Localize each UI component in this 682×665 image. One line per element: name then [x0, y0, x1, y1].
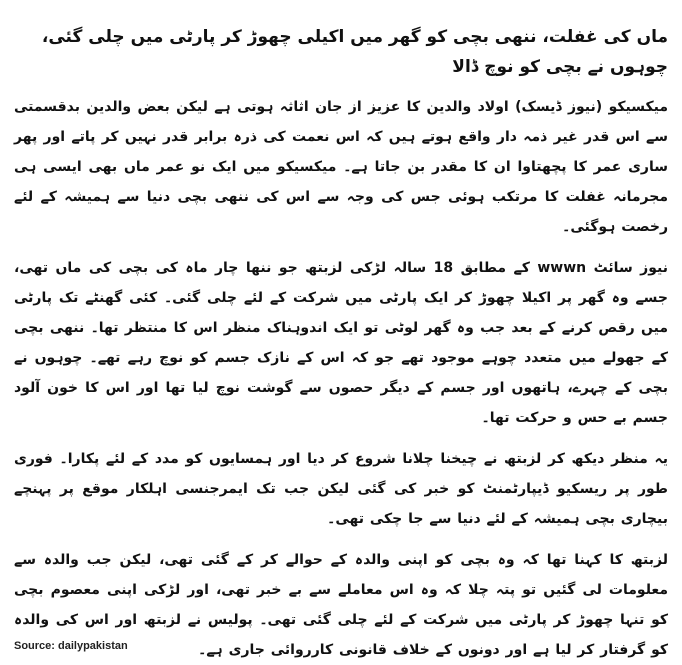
headline: ماں کی غفلت، ننھی بچی کو گھر میں اکیلی چھوڑ کر پارٹی میں چلی گئی، چوہوں نے بچی کو نوچ ڈالا — [41, 27, 668, 77]
paragraph-rescue: یہ منظر دیکھ کر لزبتھ نے چیخنا چلانا شروع کر دیا اور ہمسایوں کو مدد کے لئے پکارا۔ فوری طور پر ریسکیو ڈیپارٹمنٹ کو خبر کی گئی لیکن جب تک ایمرجنسی اہلکار موقع پر پہنچے بیچاری بچی ہمیشہ کے لئے دنیا سے جا چکی تھی۔ — [14, 451, 668, 527]
source-credit: Source: dailypakistan — [14, 640, 128, 652]
paragraph-intro: میکسیکو (نیوز ڈیسک) اولاد والدین کا عزیز از جان اثاثہ ہوتی ہے لیکن بعض والدین بدقسمتی سے اس قدر غیر ذمہ دار واقع ہوتے ہیں کہ اس نعمت کی ذرہ برابر قدر نہیں کر پاتے اور پھر ساری عمر کا پچھتاوا ان کا مقدر بن جاتا ہے۔ میکسیکو میں ایک نو عمر ماں بھی ایسی ہی مجرمانہ غفلت کا مرتکب ہوئی جس کی وجہ سے اس کی ننھی بچی دنیا سے ہمیشہ کے لئے رخصت ہوگئی۔ — [14, 99, 668, 235]
paragraph-arrest: لزبتھ کا کہنا تھا کہ وہ بچی کو اپنی والدہ کے حوالے کر کے گئی تھی، لیکن جب والدہ سے معلومات لی گئیں تو پتہ چلا کہ وہ اس معاملے سے بے خبر تھی، اور لڑکی اپنی معصوم بچی کو تنہا چھوڑ کر پارٹی میں شرکت کے لئے چلی گئی تھی۔ پولیس نے لزبتھ اور اس کی والدہ کو گرفتار کر لیا ہے اور دونوں کے خلاف قانونی کارروائی جاری ہے۔ — [14, 552, 668, 658]
paragraph-incident: نیوز سائٹ wwwn کے مطابق 18 سالہ لڑکی لزبتھ جو ننھا چار ماہ کی بچی کی ماں تھی، جسے وہ گھر پر اکیلا چھوڑ کر ایک پارٹی میں شرکت کے لئے چلی گئی۔ کئی گھنٹے تک پارٹی میں رقص کرنے کے بعد جب وہ گھر لوٹی تو ایک اندوہناک منظر اس کا منتظر تھا۔ ننھی بچی کے جھولے میں متعدد چوہے موجود تھے جو کہ اس کے نازک جسم کو نوچ رہے تھے۔ چوہوں نے بچی کے چہرے، ہاتھوں اور جسم کے دیگر حصوں سے گوشت نوچ لیا تھا اور اس کا خون آلود جسم بے حس و حرکت تھا۔ — [14, 260, 668, 426]
